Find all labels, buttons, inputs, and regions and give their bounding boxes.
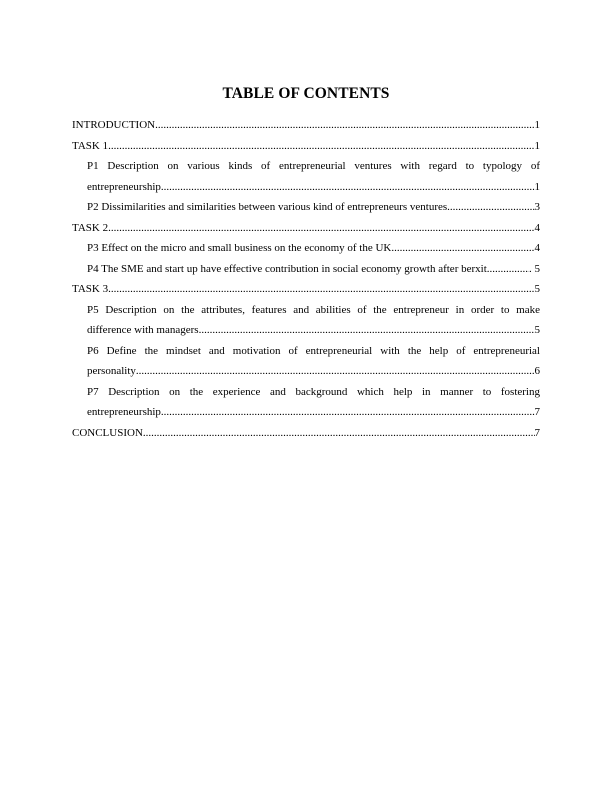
toc-entry-label-line2: personality [87, 365, 136, 377]
toc-entry-label: P2 Dissimilarities and similarities between various kind of entrepreneurs ventures [87, 201, 448, 213]
toc-entry-label-line2: entrepreneurship. [87, 180, 164, 193]
toc-entry-page: 1 [534, 139, 540, 152]
toc-entry-label-line1: P6 Define the mindset and motivation of entrepreneurial with the help of entrepreneurial [87, 344, 540, 357]
toc-entry-label-line1: P1 Description on various kinds of entrepreneurial ventures with regard to typology of [87, 160, 540, 172]
dot-leader [391, 238, 534, 259]
toc-entry-page: 4 [534, 221, 540, 234]
dot-leader [490, 259, 529, 280]
toc-entry-page: 3 [534, 201, 540, 213]
toc-entry-label: CONCLUSION [72, 426, 143, 439]
dot-leader [108, 279, 534, 300]
toc-entry-task1[interactable] [72, 136, 540, 157]
toc-entry-conclusion[interactable] [72, 423, 540, 444]
toc-entry-label: TASK 2 [72, 221, 109, 234]
toc-entry-label-line2: difference with managers [87, 324, 199, 336]
toc-entry-page: . 5 [529, 262, 540, 275]
dot-leader [143, 423, 535, 444]
toc-entry-p2[interactable] [72, 197, 540, 218]
toc-entry-task3[interactable] [72, 279, 540, 300]
dot-leader [447, 197, 534, 218]
toc-entry-label: TASK 3 [72, 283, 109, 295]
toc-entry-label: INTRODUCTION [72, 119, 156, 131]
toc-entry-label-line1: P7 Description on the experience and background which help in manner to fostering [87, 385, 540, 398]
toc-entry-p5[interactable] [72, 300, 540, 341]
toc-entry-p1[interactable] [72, 156, 540, 197]
toc-entry-label: P3 Effect on the micro and small business on the economy of the UK [87, 242, 392, 254]
toc-entry-page: 1 [534, 119, 540, 131]
table-of-contents [72, 115, 540, 443]
toc-entry-label: P4 The SME and start up have effective contribution in social economy growth after berxit. [87, 262, 490, 275]
toc-entry-page: 7 [534, 406, 540, 418]
dot-leader [108, 218, 534, 239]
toc-entry-page: 5 [534, 324, 540, 336]
toc-entry-label-line1: P5 Description on the attributes, features and abilities of the entrepreneur in order to make [87, 303, 540, 316]
dot-leader [155, 115, 534, 136]
toc-entry-introduction[interactable] [72, 115, 540, 136]
dot-leader [108, 136, 534, 157]
dot-leader [199, 320, 535, 341]
toc-entry-page: 5 [534, 283, 540, 295]
toc-entry-p3[interactable] [72, 238, 540, 259]
toc-entry-p4[interactable] [72, 259, 540, 280]
dot-leader [164, 177, 535, 198]
dot-leader [161, 402, 535, 423]
toc-entry-page: 7 [534, 426, 540, 439]
toc-entry-page: 6 [534, 365, 540, 377]
toc-entry-label-line2: entrepreneurship [87, 406, 161, 418]
toc-entry-p6[interactable] [72, 341, 540, 382]
page-title: TABLE OF CONTENTS [222, 85, 390, 102]
toc-entry-task2[interactable] [72, 218, 540, 239]
toc-entry-page: 4 [534, 242, 540, 254]
toc-entry-p7[interactable] [72, 382, 540, 423]
toc-entry-page: 1 [534, 180, 540, 193]
dot-leader [136, 361, 535, 382]
toc-entry-label: TASK 1 [72, 139, 109, 152]
